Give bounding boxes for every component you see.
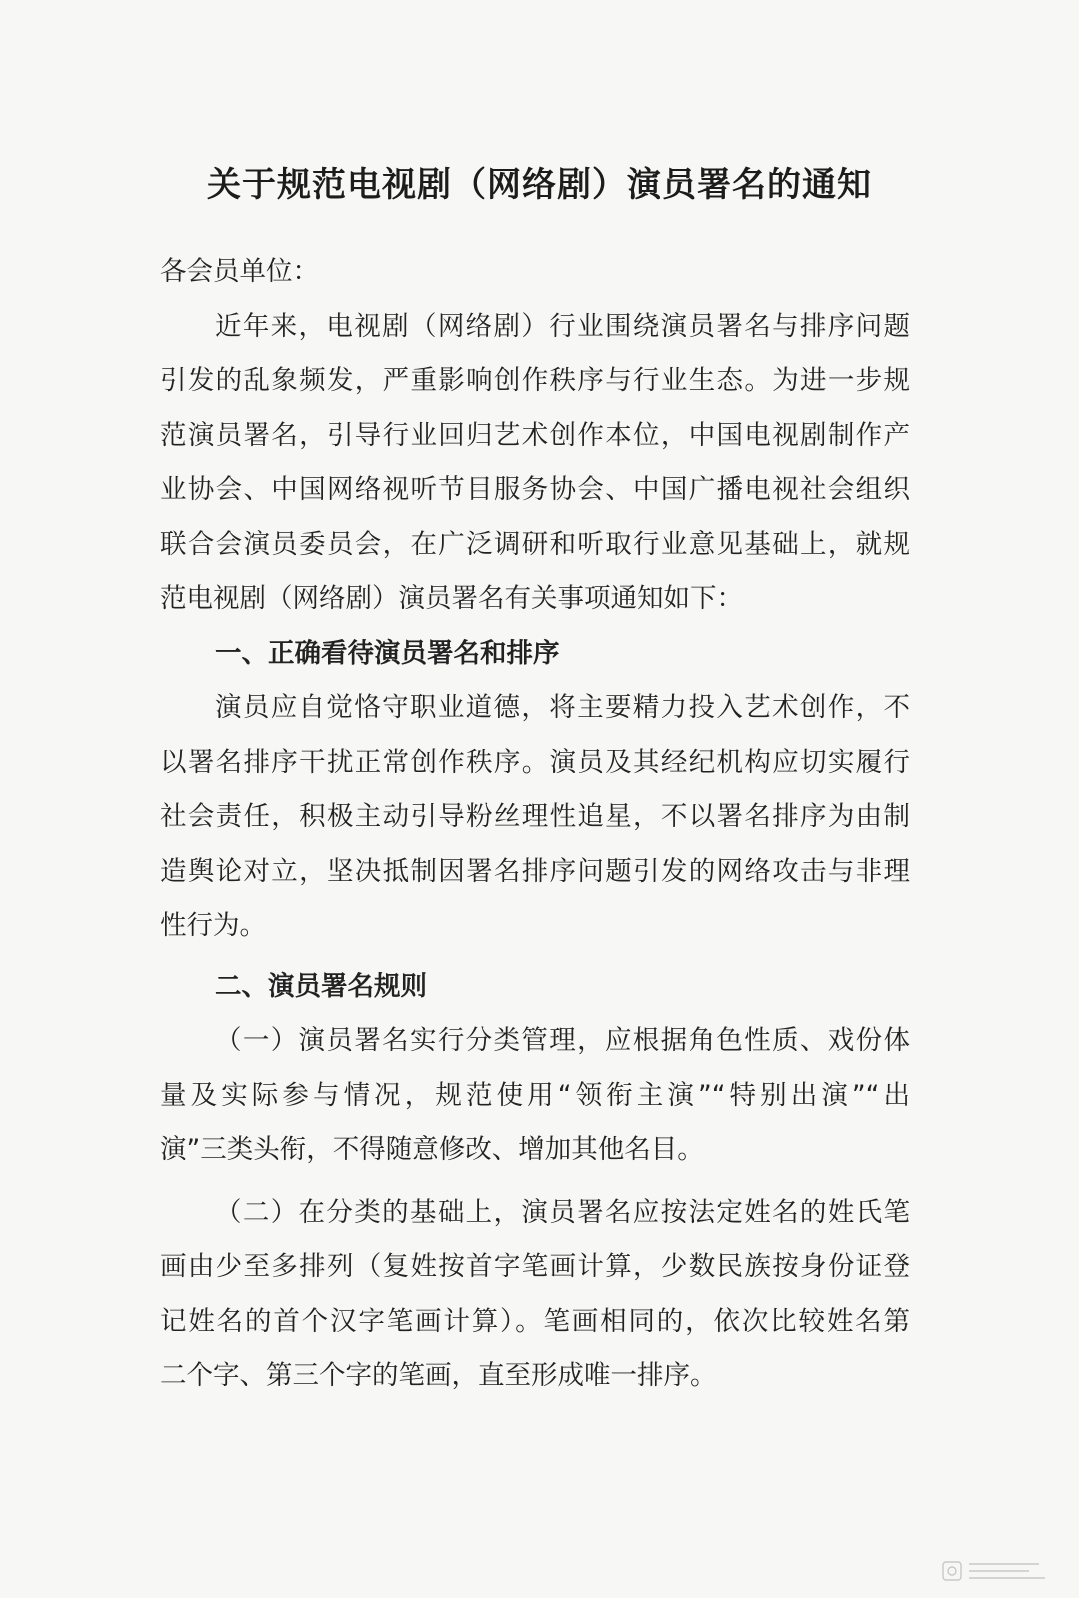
document-body [160, 245, 910, 1404]
section-2-item-2-line: 记姓名的首个汉字笔画计算）。笔画相同的，依次比较姓名第 [160, 1305, 910, 1337]
section-2-item-1-line: 量及实际参与情况，规范使用“领衔主演”“特别出演”“出 [160, 1079, 910, 1111]
section-1-line: 造舆论对立，坚决抵制因署名排序问题引发的网络攻击与非理 [160, 855, 910, 887]
intro-line: 引发的乱象频发，严重影响创作秩序与行业生态。为进一步规 [160, 365, 910, 396]
section-1-heading: 一、正确看待演员署名和排序 [215, 637, 560, 669]
intro-line: 范演员署名，引导行业回归艺术创作本位，中国电视剧制作产 [160, 419, 910, 451]
section-1-line: 以署名排序干扰正常创作秩序。演员及其经纪机构应切实履行 [160, 746, 910, 778]
intro-paragraph [160, 300, 910, 627]
section-1-paragraph [160, 681, 910, 954]
section-2-item-2 [160, 1186, 910, 1404]
intro-line: 联合会演员委员会，在广泛调研和听取行业意见基础上，就规 [160, 528, 910, 560]
section-1-line: 性行为。 [160, 910, 266, 941]
section-2-item-2-line: 画由少至多排列（复姓按首字笔画计算，少数民族按身份证登 [160, 1251, 910, 1282]
section-1-line: 社会责任，积极主动引导粉丝理性追星，不以署名排序为由制 [160, 801, 910, 832]
watermark-icon [941, 1558, 1051, 1584]
section-2-item-2-line: （二）在分类的基础上，演员署名应按法定姓名的姓氏笔 [215, 1196, 910, 1228]
section-2-item-1-line: （一）演员署名实行分类管理，应根据角色性质、戏份体 [215, 1025, 910, 1056]
section-2-item-1 [160, 1014, 910, 1178]
section-2-heading: 二、演员署名规则 [215, 970, 427, 1002]
intro-line: 范电视剧（网络剧）演员署名有关事项通知如下： [160, 583, 743, 614]
intro-line: 近年来，电视剧（网络剧）行业围绕演员署名与排序问题 [215, 310, 910, 342]
intro-line: 业协会、中国网络视听节目服务协会、中国广播电视社会组织 [160, 474, 910, 505]
section-1-line: 演员应自觉恪守职业道德，将主要精力投入艺术创作，不 [215, 692, 910, 723]
section-2-item-2-line: 二个字、第三个字的笔画，直至形成唯一排序。 [160, 1360, 717, 1391]
document-title: 关于规范电视剧（网络剧）演员署名的通知 [207, 165, 872, 205]
section-2-item-1-line: 演”三类头衔，不得随意修改、增加其他名目。 [160, 1134, 704, 1165]
salutation: 各会员单位： [160, 256, 319, 287]
